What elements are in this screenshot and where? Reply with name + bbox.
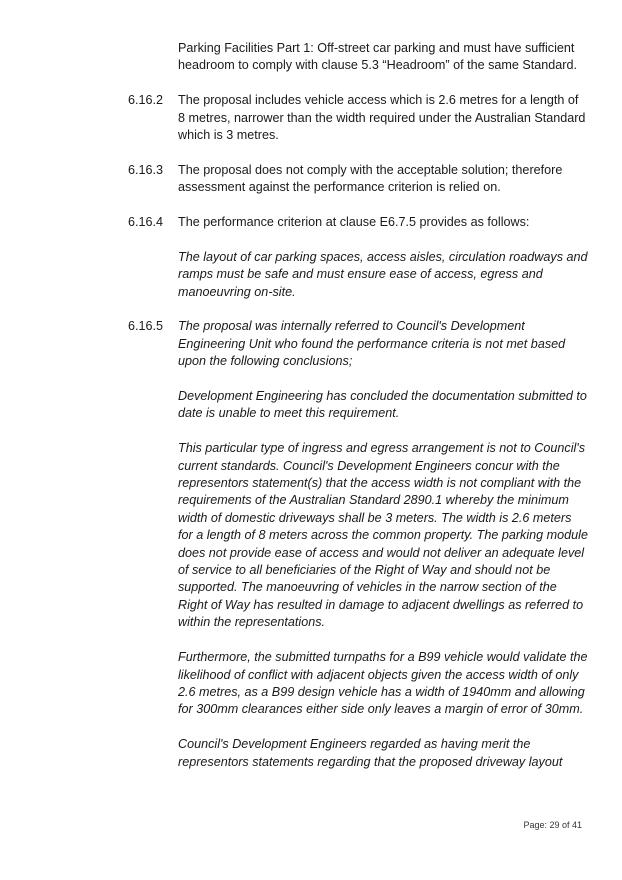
clause-number [128,440,178,631]
clause-number [128,736,178,771]
paragraph-text: Council's Development Engineers regarded as having merit the representors statements regarding that the proposed driveway layout [178,737,563,769]
paragraph-text: The proposal does not comply with the acceptable solution; therefore assessment against the performance criterion is relied on. [178,162,563,195]
quoted-paragraph [128,736,588,771]
paragraph-text: This particular type of ingress and egress arrangement is not to Council's current standards. Council's Development Engineers concur with the representors statement(s) that the access width is not compliant with the requirements of the Australian Standard 2890.1 whereby the minimum width of domestic driveways shall be 3 meters. The width is 2.6 meters for a length of 8 meters across the common property. The parking module does not provide ease of access and would not deliver an adequate level of service to all beneficiaries of the Right of Way and should not be supported. The manoeuvring of vehicles in the narrow section of the Right of Way has resulted in damage to adjacent dwellings as referred to within the representations. [178,441,588,630]
paragraph-6-16-4 [128,214,588,231]
paragraph-6-16-2 [128,92,588,144]
clause-number [128,388,178,423]
paragraph [128,40,588,75]
clause-number: 6.16.2 [128,93,164,108]
quoted-paragraph [128,388,588,423]
clause-number: 6.16.4 [128,215,164,230]
paragraph-text: The proposal includes vehicle access which is 2.6 metres for a length of 8 metres, narrower than the width required under the Australian Standard which is 3 metres. [178,93,586,143]
paragraph-text: Development Engineering has concluded the documentation submitted to date is unable to meet this requirement. [178,389,587,421]
paragraph-text: The performance criterion at clause E6.7.5 provides as follows: [178,215,530,230]
quoted-paragraph [128,649,588,719]
quoted-criterion [128,249,588,301]
clause-number [128,40,178,75]
clause-number: 6.16.5 [128,319,164,334]
paragraph-6-16-3 [128,162,588,197]
clause-number [128,649,178,719]
paragraph-text: Furthermore, the submitted turnpaths for a B99 vehicle would validate the likelihood of conflict with adjacent objects given the access width of only 2.6 metres, as a B99 design vehicle has a width of 1940mm and allowing for 300mm clearances either side only leaves a margin of error of 30mm. [178,650,588,717]
paragraph-text: The proposal was internally referred to Council's Development Engineering Unit who found the performance criteria is not met based upon the following conclusions; [178,319,566,369]
paragraph-text: Parking Facilities Part 1: Off-street car parking and must have sufficient headroom to comply with clause 5.3 “Headroom” of the same Standard. [178,41,578,73]
paragraph-6-16-5 [128,318,588,370]
paragraph-text: The layout of car parking spaces, access aisles, circulation roadways and ramps must be safe and must ensure ease of access, egress and manoeuvring on-site. [178,249,588,299]
clause-number [128,249,178,301]
document-body [128,40,588,788]
quoted-paragraph [128,440,588,631]
clause-number: 6.16.3 [128,162,164,177]
page-number: Page: 29 of 41 [523,820,582,830]
